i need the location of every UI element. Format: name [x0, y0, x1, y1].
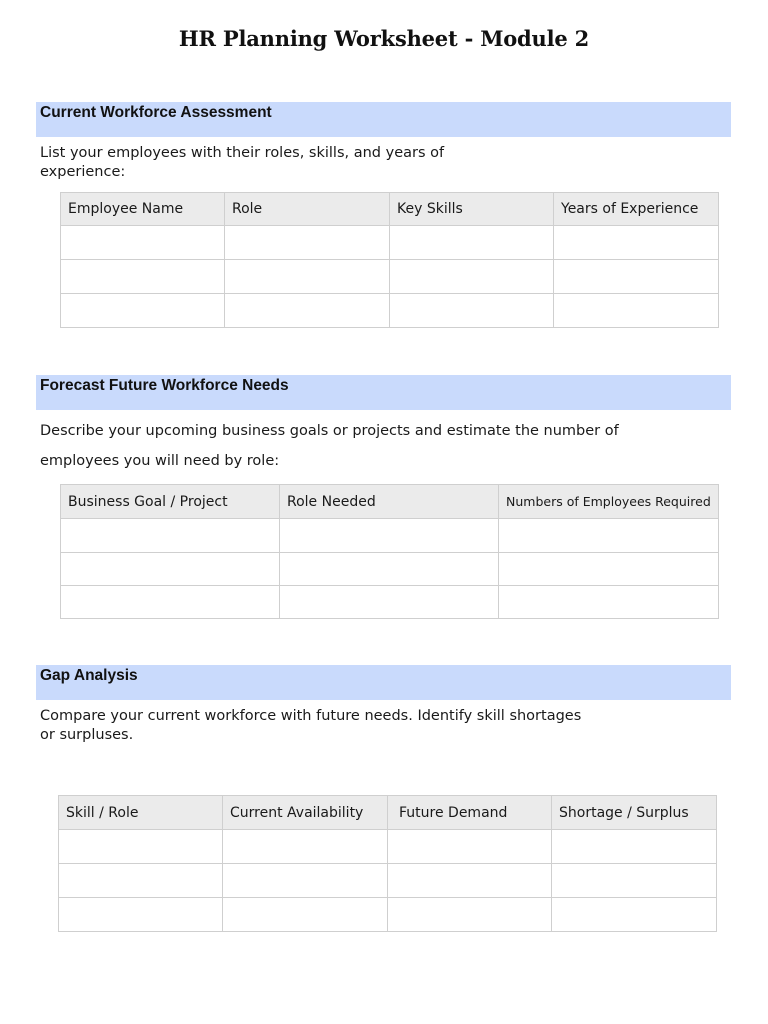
- table-cell[interactable]: [61, 553, 280, 586]
- table-cell[interactable]: [225, 260, 390, 294]
- column-header: Numbers of Employees Required: [499, 485, 719, 519]
- table-cell[interactable]: [554, 294, 719, 328]
- section-instructions: [40, 416, 619, 476]
- table-cell[interactable]: [280, 586, 499, 619]
- column-header: Skill / Role: [59, 796, 223, 830]
- table-cell[interactable]: [552, 830, 717, 864]
- table-row: [61, 586, 719, 619]
- table-row: [61, 226, 719, 260]
- column-header: Role Needed: [280, 485, 499, 519]
- section-heading: Gap Analysis: [40, 667, 138, 684]
- section-header-current-workforce: [36, 102, 731, 137]
- table-cell[interactable]: [61, 586, 280, 619]
- table-cell[interactable]: [390, 294, 554, 328]
- table-cell[interactable]: [59, 864, 223, 898]
- instructions-line: List your employees with their roles, skills, and years of: [40, 145, 445, 161]
- table-cell[interactable]: [61, 260, 225, 294]
- table-cell[interactable]: [59, 898, 223, 932]
- table-cell[interactable]: [388, 830, 552, 864]
- current-workforce-table: [60, 192, 719, 328]
- column-header: Future Demand: [388, 796, 552, 830]
- section-header-forecast-needs: [36, 375, 731, 410]
- forecast-needs-table: [60, 484, 719, 619]
- table-cell[interactable]: [223, 898, 388, 932]
- table-row: [59, 830, 717, 864]
- table-cell[interactable]: [223, 830, 388, 864]
- instructions-line: Describe your upcoming business goals or projects and estimate the number of: [40, 423, 619, 439]
- column-header: Years of Experience: [554, 193, 719, 226]
- table-row: [61, 519, 719, 553]
- table-row: [59, 864, 717, 898]
- table-cell[interactable]: [390, 226, 554, 260]
- section-header-gap-analysis: [36, 665, 731, 700]
- table-header-row: [59, 796, 717, 830]
- table-cell[interactable]: [552, 898, 717, 932]
- table-cell[interactable]: [390, 260, 554, 294]
- table-row: [61, 294, 719, 328]
- table-cell[interactable]: [499, 519, 719, 553]
- table-cell[interactable]: [59, 830, 223, 864]
- table-cell[interactable]: [61, 226, 225, 260]
- column-header: Key Skills: [390, 193, 554, 226]
- table-header-row: [61, 193, 719, 226]
- column-header: Current Availability: [223, 796, 388, 830]
- column-header: Shortage / Surplus: [552, 796, 717, 830]
- instructions-line: or surpluses.: [40, 727, 134, 743]
- instructions-line: employees you will need by role:: [40, 453, 280, 469]
- section-heading: Forecast Future Workforce Needs: [40, 377, 289, 394]
- table-cell[interactable]: [499, 553, 719, 586]
- table-cell[interactable]: [280, 553, 499, 586]
- instructions-line: experience:: [40, 164, 126, 180]
- section-heading: Current Workforce Assessment: [40, 104, 272, 121]
- column-header: Employee Name: [61, 193, 225, 226]
- section-instructions: [40, 707, 581, 745]
- table-header-row: [61, 485, 719, 519]
- table-cell[interactable]: [225, 226, 390, 260]
- table-cell[interactable]: [388, 864, 552, 898]
- table-cell[interactable]: [61, 519, 280, 553]
- table-row: [59, 898, 717, 932]
- instructions-line: Compare your current workforce with future needs. Identify skill shortages: [40, 708, 582, 724]
- gap-analysis-table: [58, 795, 717, 932]
- column-header: Business Goal / Project: [61, 485, 280, 519]
- table-cell[interactable]: [552, 864, 717, 898]
- table-cell[interactable]: [280, 519, 499, 553]
- column-header: Role: [225, 193, 390, 226]
- table-row: [61, 553, 719, 586]
- table-cell[interactable]: [554, 260, 719, 294]
- table-cell[interactable]: [61, 294, 225, 328]
- table-cell[interactable]: [499, 586, 719, 619]
- table-cell[interactable]: [223, 864, 388, 898]
- table-cell[interactable]: [554, 226, 719, 260]
- page-title: HR Planning Worksheet - Module 2: [178, 26, 590, 51]
- table-cell[interactable]: [388, 898, 552, 932]
- table-row: [61, 260, 719, 294]
- section-instructions: [40, 144, 444, 182]
- table-cell[interactable]: [225, 294, 390, 328]
